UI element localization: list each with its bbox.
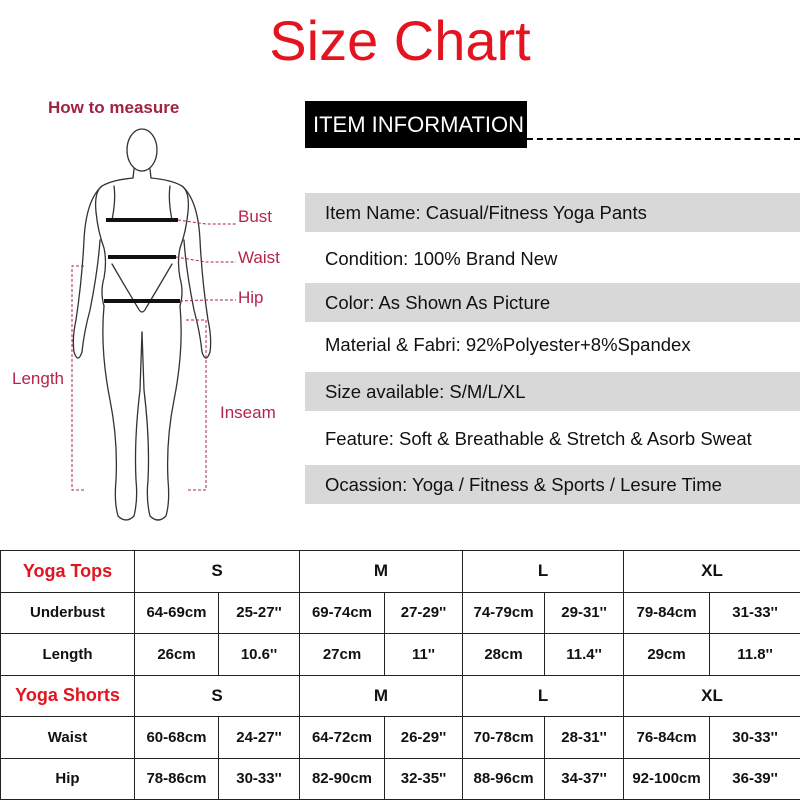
table-cell: 28-31'' [545,717,624,759]
row-label: Underbust [1,592,135,634]
table-cell: 32-35'' [385,758,463,800]
table-cell: 30-33'' [219,758,300,800]
table-cell: 25-27'' [219,592,300,634]
row-label: Waist [1,717,135,759]
yoga-tops-title: Yoga Tops [1,551,135,593]
info-size-available: Size available: S/M/L/XL [305,372,800,411]
bust-label: Bust [238,207,273,226]
table-row [1,592,800,634]
tops-header-row [1,551,800,593]
table-cell: 30-33'' [710,717,800,759]
table-row [1,634,800,676]
table-cell: 70-78cm [463,717,545,759]
info-color: Color: As Shown As Picture [305,283,800,322]
size-l: L [463,551,624,593]
table-cell: 78-86cm [135,758,219,800]
hip-label: Hip [238,288,264,307]
table-row [1,717,800,759]
table-cell: 79-84cm [624,592,710,634]
info-occasion: Ocassion: Yoga / Fitness & Sports / Lesure Time [305,465,800,504]
table-cell: 11.4'' [545,634,624,676]
yoga-shorts-title: Yoga Shorts [1,675,135,717]
size-l: L [463,675,624,717]
table-cell: 11.8'' [710,634,800,676]
size-xl: XL [624,551,800,593]
size-s: S [135,551,300,593]
info-feature: Feature: Soft & Breathable & Stretch & Asorb Sweat [325,428,752,449]
inseam-label: Inseam [220,403,276,422]
waist-label: Waist [238,248,280,267]
table-cell: 74-79cm [463,592,545,634]
how-to-measure-title: How to measure [48,98,180,117]
table-cell: 24-27'' [219,717,300,759]
row-label: Hip [1,758,135,800]
row-label: Length [1,634,135,676]
table-cell: 26cm [135,634,219,676]
table-cell: 82-90cm [300,758,385,800]
size-table [0,550,800,800]
table-cell: 29-31'' [545,592,624,634]
table-cell: 28cm [463,634,545,676]
table-cell: 76-84cm [624,717,710,759]
page-title: Size Chart [269,9,531,72]
table-row [1,758,800,800]
table-cell: 27cm [300,634,385,676]
size-s: S [135,675,300,717]
table-cell: 36-39'' [710,758,800,800]
table-cell: 11'' [385,634,463,676]
table-cell: 69-74cm [300,592,385,634]
table-cell: 88-96cm [463,758,545,800]
size-xl: XL [624,675,800,717]
info-material: Material & Fabri: 92%Polyester+8%Spandex [325,334,691,355]
size-m: M [300,675,463,717]
info-item-name: Item Name: Casual/Fitness Yoga Pants [305,193,800,232]
shorts-header-row [1,675,800,717]
table-cell: 31-33'' [710,592,800,634]
length-label: Length [12,369,64,388]
table-cell: 34-37'' [545,758,624,800]
table-cell: 26-29'' [385,717,463,759]
info-condition: Condition: 100% Brand New [325,248,558,269]
table-cell: 60-68cm [135,717,219,759]
table-cell: 64-72cm [300,717,385,759]
table-cell: 27-29'' [385,592,463,634]
table-cell: 29cm [624,634,710,676]
body-measurement-figure [0,120,300,540]
header-divider [527,138,800,140]
size-m: M [300,551,463,593]
table-cell: 92-100cm [624,758,710,800]
table-cell: 64-69cm [135,592,219,634]
table-cell: 10.6'' [219,634,300,676]
item-information-header: ITEM INFORMATION [305,101,527,148]
